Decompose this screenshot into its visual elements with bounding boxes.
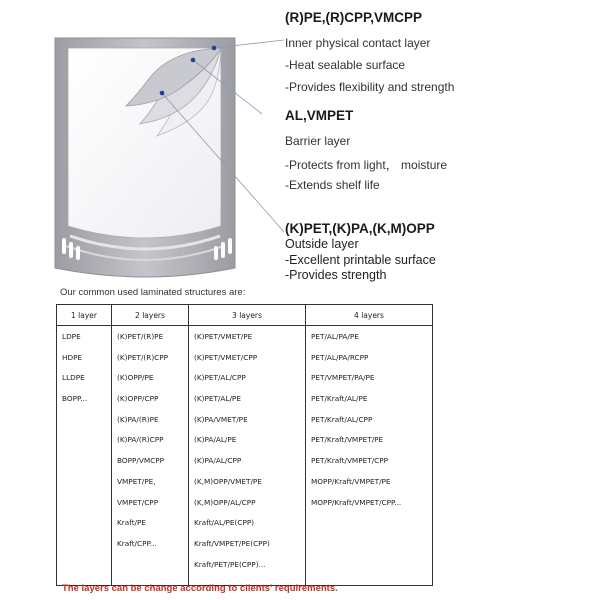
table-cell: Kraft/PE xyxy=(117,518,147,528)
table-cell: BOPP... xyxy=(62,394,88,404)
gusset-slot xyxy=(76,246,80,260)
intro-text: Our common used laminated structures are: xyxy=(60,287,246,298)
column-1-layer xyxy=(57,326,112,586)
table-cell: (K)PET/VMET/PE xyxy=(194,332,253,341)
inner-layer-desc: Inner physical contact layer xyxy=(285,36,431,50)
gusset-slot xyxy=(69,242,73,258)
table-cell: MOPP/Kraft/VMPET/PE xyxy=(311,476,391,486)
table-cell: Kraft/CPP... xyxy=(117,538,157,548)
outside-layer-title: (K)PET,(K)PA,(K,M)OPP xyxy=(285,221,435,236)
header-3-layers: 3 layers xyxy=(189,305,306,326)
table-header-row xyxy=(57,305,433,326)
callout-dot-inner xyxy=(212,46,217,51)
table-cell: PET/Kraft/VMPET/PE xyxy=(311,435,384,445)
table-cell: (K)PET/(R)CPP xyxy=(117,352,169,362)
table-cell: (K)PET/AL/PE xyxy=(194,394,241,404)
header-1-layer: 1 layer xyxy=(57,305,112,326)
requirements-note: The layers can be change according to clients' requirements. xyxy=(62,583,338,594)
table-body-row xyxy=(57,326,433,586)
outside-layer-feature: -Provides strength xyxy=(285,268,387,282)
table-cell: Kraft/AL/PE(CPP) xyxy=(194,518,255,528)
inner-layer-feature: -Heat sealable surface xyxy=(285,58,406,72)
barrier-layer-feature: -Protects from light， moisture xyxy=(285,158,448,172)
table-cell: PET/AL/PA/RCPP xyxy=(311,352,369,362)
gusset-slot xyxy=(221,242,225,258)
table-cell: MOPP/Kraft/VMPET/CPP... xyxy=(311,497,402,507)
barrier-layer-desc: Barrier layer xyxy=(285,134,351,148)
table-cell: (K)PET/VMET/CPP xyxy=(194,352,258,362)
callout-dot-outside xyxy=(160,91,165,96)
table-cell: (K)PET/(R)PE xyxy=(117,332,164,341)
column-4-layers xyxy=(306,326,433,586)
gusset-slot xyxy=(62,238,66,254)
header-4-layers: 4 layers xyxy=(306,305,433,326)
gusset-slot xyxy=(228,238,232,254)
table-cell: (K,M)OPP/VMET/PE xyxy=(194,476,262,486)
table-cell: (K)PA/AL/CPP xyxy=(194,456,242,466)
table-cell: VMPET/PE, xyxy=(117,476,156,486)
table-cell: PET/Kraft/VMPET/CPP xyxy=(311,456,389,466)
table-cell: HDPE xyxy=(62,352,83,362)
table-cell: PET/VMPET/PA/PE xyxy=(311,373,375,383)
column-2-layers xyxy=(112,326,189,586)
table-cell: PET/AL/PA/PE xyxy=(311,332,359,341)
outside-layer-desc: Outside layer xyxy=(285,237,359,251)
table-cell: (K)PA/VMET/PE xyxy=(194,414,248,424)
table-cell: (K)PA/AL/PE xyxy=(194,435,237,445)
table-cell: Kraft/PET/PE(CPP)... xyxy=(194,559,266,569)
gusset-slot xyxy=(214,246,218,260)
table-cell: (K)OPP/PE xyxy=(117,373,154,383)
table-cell: Kraft/VMPET/PE(CPP) xyxy=(194,538,270,548)
table-cell: LLDPE xyxy=(62,373,85,383)
table-cell: PET/Kraft/AL/PE xyxy=(311,394,368,404)
column-3-layers xyxy=(189,326,306,586)
table-cell: VMPET/CPP xyxy=(117,497,159,507)
table-cell: (K)PA/(R)PE xyxy=(117,414,159,424)
table-cell: PET/Kraft/AL/CPP xyxy=(311,414,373,424)
inner-layer-feature: -Provides flexibility and strength xyxy=(285,80,455,94)
outside-layer-feature: -Excellent printable surface xyxy=(285,253,436,267)
table-cell: (K)PA/(R)CPP xyxy=(117,435,164,445)
laminated-structures-table xyxy=(56,304,433,586)
header-2-layers: 2 layers xyxy=(112,305,189,326)
callout-dot-barrier xyxy=(191,58,196,63)
table-cell: (K,M)OPP/AL/CPP xyxy=(194,497,256,507)
inner-layer-title: (R)PE,(R)CPP,VMCPP xyxy=(285,10,423,25)
table-cell: (K)OPP/CPP xyxy=(117,394,159,404)
table-cell: BOPP/VMCPP xyxy=(117,456,165,466)
table-cell: LDPE xyxy=(62,332,81,341)
barrier-layer-title: AL,VMPET xyxy=(285,108,354,123)
barrier-layer-feature: -Extends shelf life xyxy=(285,178,380,192)
table-cell: (K)PET/AL/CPP xyxy=(194,373,246,383)
